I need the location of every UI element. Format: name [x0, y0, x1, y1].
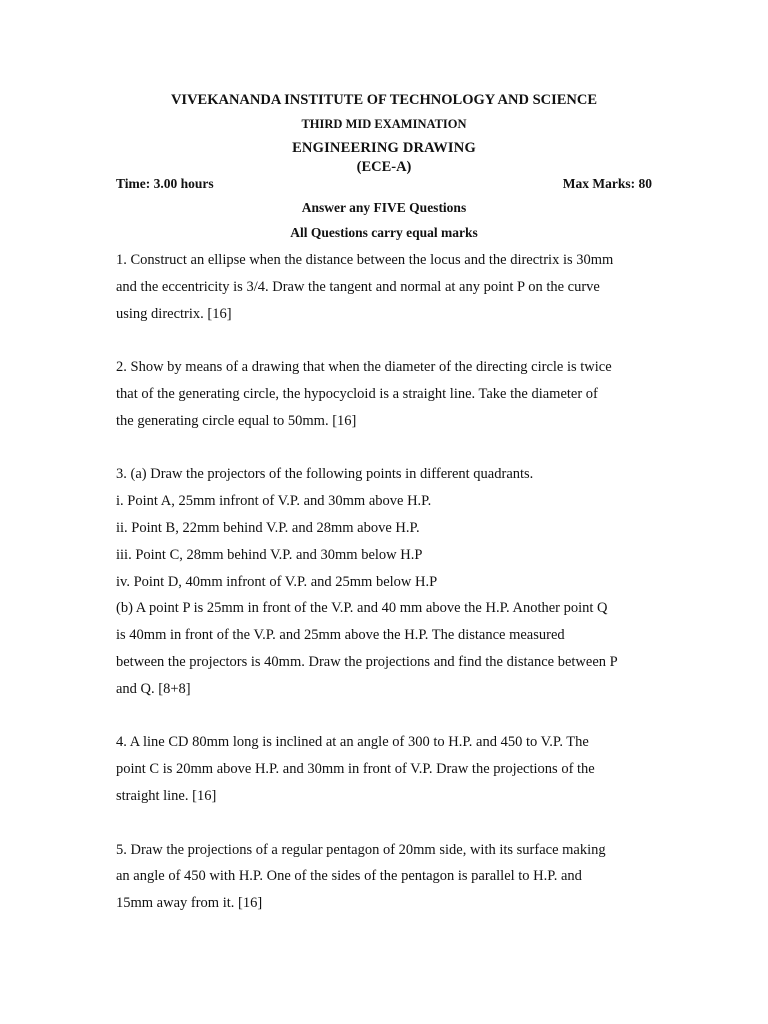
question-line: 2. Show by means of a drawing that when the diameter of the directing circle is twice — [116, 359, 612, 376]
question-1 — [116, 247, 652, 327]
exam-title: THIRD MID EXAMINATION — [301, 117, 467, 131]
question-line: ii. Point B, 22mm behind V.P. and 28mm above H.P. — [116, 519, 420, 536]
instruction-answer-five: Answer any FIVE Questions — [301, 200, 467, 215]
time-label: Time: 3.00 hours — [116, 176, 214, 191]
question-spacer — [116, 327, 652, 354]
question-3 — [116, 461, 652, 702]
question-line: straight line. [16] — [116, 787, 217, 804]
question-2 — [116, 354, 652, 434]
question-line: 3. (a) Draw the projectors of the following points in different quadrants. — [116, 466, 534, 483]
question-4 — [116, 729, 652, 809]
question-list — [116, 247, 652, 917]
question-line: iv. Point D, 40mm infront of V.P. and 25mm below H.P — [116, 573, 438, 590]
question-line: the generating circle equal to 50mm. [16] — [116, 412, 357, 429]
institute-name: VIVEKANANDA INSTITUTE OF TECHNOLOGY AND SCIENCE — [170, 92, 598, 108]
question-line: 1. Construct an ellipse when the distance between the locus and the directrix is 30mm — [116, 252, 614, 268]
question-line: that of the generating circle, the hypocycloid is a straight line. Take the diameter of — [116, 385, 598, 402]
question-line: iii. Point C, 28mm behind V.P. and 30mm below H.P — [116, 546, 423, 563]
question-line: 4. A line CD 80mm long is inclined at an angle of 300 to H.P. and 450 to V.P. The — [116, 734, 589, 751]
max-marks-label: Max Marks: 80 — [562, 176, 652, 191]
exam-paper — [116, 0, 652, 1024]
question-spacer — [116, 435, 652, 462]
question-line: and the eccentricity is 3/4. Draw the tangent and normal at any point P on the curve — [116, 278, 600, 295]
question-line: and Q. [8+8] — [116, 680, 191, 697]
question-line: using directrix. [16] — [116, 305, 232, 322]
question-line: 5. Draw the projections of a regular pentagon of 20mm side, with its surface making — [116, 841, 606, 858]
question-line: 15mm away from it. [16] — [116, 895, 263, 912]
question-spacer — [116, 810, 652, 837]
question-line: (b) A point P is 25mm in front of the V.P. and 40 mm above the H.P. Another point Q — [116, 600, 608, 617]
question-line: between the projectors is 40mm. Draw the projections and find the distance between P — [116, 653, 618, 670]
subject-title: ENGINEERING DRAWING — [292, 140, 476, 156]
question-line: i. Point A, 25mm infront of V.P. and 30mm above H.P. — [116, 493, 432, 510]
question-line: an angle of 450 with H.P. One of the sides of the pentagon is parallel to H.P. and — [116, 868, 582, 885]
question-line: is 40mm in front of the V.P. and 25mm above the H.P. The distance measured — [116, 627, 565, 644]
branch-label: (ECE-A) — [356, 159, 412, 175]
instruction-equal-marks: All Questions carry equal marks — [290, 225, 478, 240]
question-spacer — [116, 703, 652, 730]
question-5 — [116, 837, 652, 917]
question-line: point C is 20mm above H.P. and 30mm in front of V.P. Draw the projections of the — [116, 761, 595, 778]
